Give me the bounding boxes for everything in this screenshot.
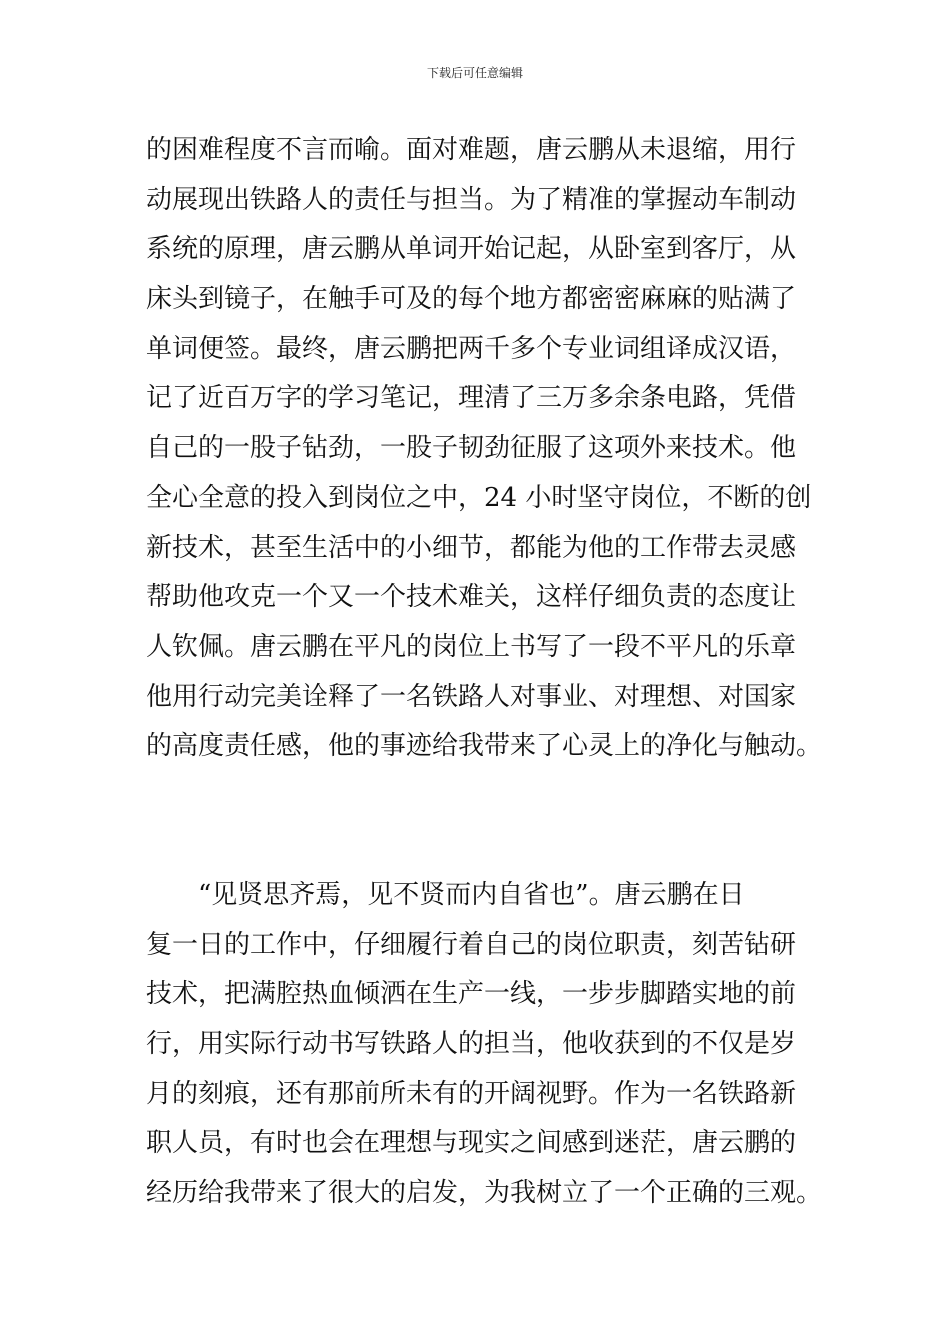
text-line: 行，用实际行动书写铁路人的担当，他收获到的不仅是岁 xyxy=(146,1029,797,1060)
text-line: 自己的一股子钻劲，一股子韧劲征服了这项外来技术。他 xyxy=(146,433,797,464)
text-line: 帮助他攻克一个又一个技术难关，这样仔细负责的态度让 xyxy=(146,582,797,613)
text-line: 的高度责任感，他的事迹给我带来了心灵上的净化与触动。 xyxy=(146,731,823,762)
text-line: 动展现出铁路人的责任与担当。为了精准的掌握动车制动 xyxy=(146,184,797,215)
text-line: 床头到镜子，在触手可及的每个地方都密密麻麻的贴满了 xyxy=(146,284,797,315)
body-paragraph-2 xyxy=(146,871,826,1219)
text-line: 记了近百万字的学习笔记，理清了三万多余条电路，凭借 xyxy=(146,383,797,414)
text-line: “见贤思齐焉，见不贤而内自省也”。唐云鹏在日 xyxy=(146,880,745,910)
text-line: 新技术，甚至生活中的小细节，都能为他的工作带去灵感 xyxy=(146,532,797,563)
text-line: 的困难程度不言而喻。面对难题，唐云鹏从未退缩，用行 xyxy=(146,135,797,165)
text-line: 技术，把满腔热血倾洒在生产一线，一步步脚踏实地的前 xyxy=(146,979,797,1010)
text-line: 职人员，有时也会在理想与现实之间感到迷茫，唐云鹏的 xyxy=(146,1128,797,1159)
text-line: 复一日的工作中，仔细履行着自己的岗位职责，刻苦钻研 xyxy=(146,929,797,960)
text-line: 月的刻痕，还有那前所未有的开阔视野。作为一名铁路新 xyxy=(146,1078,797,1109)
text-line: 人钦佩。唐云鹏在平凡的岗位上书写了一段不平凡的乐章 xyxy=(146,631,797,662)
text-line: 全心全意的投入到岗位之中，24 小时坚守岗位，不断的创 xyxy=(146,482,812,513)
text-line: 他用行动完美诠释了一名铁路人对事业、对理想、对国家 xyxy=(146,681,797,712)
page-header-note: 下载后可任意编辑 xyxy=(426,66,523,80)
text-line: 单词便签。最终，唐云鹏把两千多个专业词组译成汉语， xyxy=(146,333,797,364)
text-line: 经历给我带来了很大的启发，为我树立了一个正确的三观。 xyxy=(146,1178,823,1209)
body-paragraph-1 xyxy=(146,126,826,772)
text-line: 系统的原理，唐云鹏从单词开始记起，从卧室到客厅，从 xyxy=(146,234,797,265)
